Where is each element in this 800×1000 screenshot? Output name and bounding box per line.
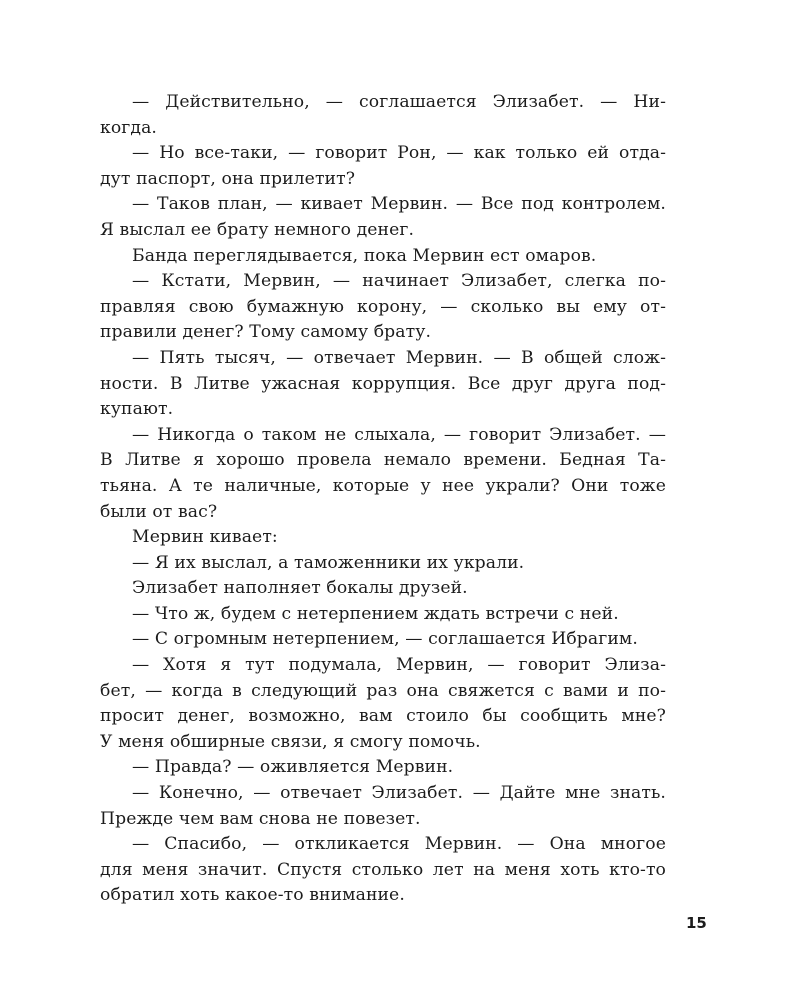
text-line: — Действительно, — соглашается Элизабет. — Ни- <box>132 92 666 112</box>
text-line: правили денег? Тому самому брату. <box>100 322 432 343</box>
text-line: — Кстати, Мервин, — начинает Элизабет, слегка по- <box>132 271 666 292</box>
text-line: — Хотя я тут подумала, Мервин, — говорит Элиза- <box>132 655 666 676</box>
text-line: — Спасибо, — откликается Мервин. — Она многое <box>132 834 666 855</box>
text-line: Элизабет наполняет бокалы друзей. <box>132 578 468 599</box>
text-line: — Что ж, будем с нетерпением ждать встречи с ней. <box>132 603 619 624</box>
page-number: 15 <box>686 914 707 932</box>
text-line: ности. В Литве ужасная коррупция. Все друг друга под- <box>100 373 666 394</box>
text-line: У меня обширные связи, я смогу помочь. <box>100 731 481 752</box>
text-line: Мервин кивает: <box>132 527 278 548</box>
body-text <box>100 90 666 909</box>
text-line: Я выслал ее брату немного денег. <box>100 219 415 240</box>
text-line: когда. <box>100 117 157 138</box>
text-line: — Но все-таки, — говорит Рон, — как только ей отда- <box>132 143 666 164</box>
text-line: — Никогда о таком не слыхала, — говорит Элизабет. — <box>132 424 666 445</box>
text-line: для меня значит. Спустя столько лет на меня хоть кто-то <box>100 859 666 880</box>
text-line: — Пять тысяч, — отвечает Мервин. — В общей слож- <box>132 347 666 368</box>
text-line: тьяна. А те наличные, которые у нее украли? Они тоже <box>100 475 666 496</box>
text-line: просит денег, возможно, вам стоило бы сообщить мне? <box>100 706 666 727</box>
text-line: бет, — когда в следующий раз она свяжется с вами и по- <box>100 680 666 701</box>
text-line: — Я их выслал, а таможенники их украли. <box>132 552 525 573</box>
text-line: дут паспорт, она прилетит? <box>100 168 356 189</box>
text-line: — С огромным нетерпением, — соглашается Ибрагим. <box>132 629 638 650</box>
text-line: В Литве я хорошо провела немало времени. Бедная Та- <box>100 450 666 471</box>
text-line: — Правда? — оживляется Мервин. <box>132 757 454 778</box>
text-line: Банда переглядывается, пока Мервин ест омаров. <box>132 245 597 266</box>
text-line: — Конечно, — отвечает Элизабет. — Дайте мне знать. <box>132 783 666 804</box>
text-line: были от вас? <box>100 501 218 522</box>
text-line: правляя свою бумажную корону, — сколько вы ему от- <box>100 296 666 317</box>
text-line: обратил хоть какое-то внимание. <box>100 885 405 906</box>
text-line: — Таков план, — кивает Мервин. — Все под контролем. <box>132 194 666 215</box>
text-line: купают. <box>100 399 174 420</box>
text-line: Прежде чем вам снова не повезет. <box>100 808 421 829</box>
